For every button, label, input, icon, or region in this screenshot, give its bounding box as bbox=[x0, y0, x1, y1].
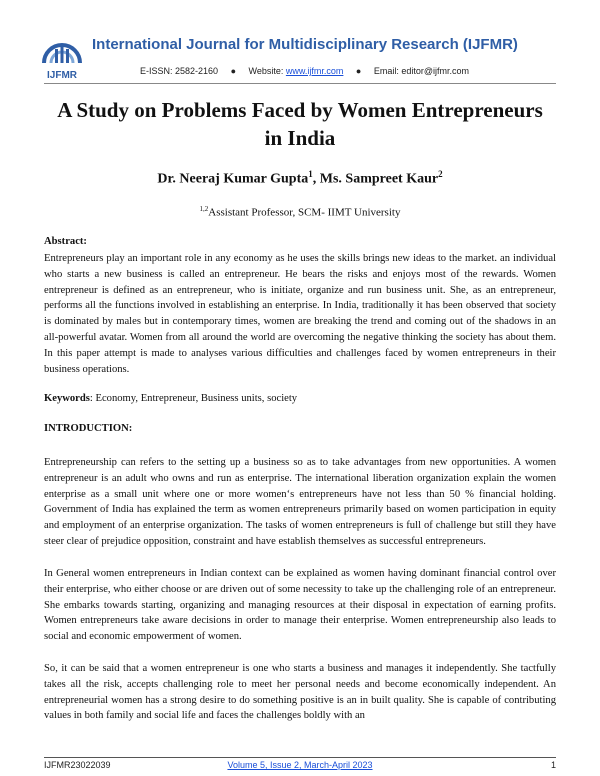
journal-header bbox=[0, 0, 600, 90]
journal-title: International Journal for Multidisciplinary Research (IJFMR) bbox=[92, 36, 518, 53]
abstract-text: Entrepreneurs play an important role in any economy as he uses the skills brings new ideas to the market. an individual who starts a new business is called an entrepreneur. He bears the risks and enjoys most of the rewards. Women entrepreneur is defined as an entrepreneur, who is initiate, organize and run business unit. She, as an entrepreneur, performs all the functions involved in establishing an enterprise. In India, traditionally it has been observed that society is dominated by males but in contemporary times, women are breaking the trend and coming out of the shadows in an all-powerful avatar. Women from all around the world are overcoming the negative thinking the society has about them. In this paper attempt is made to analyses various difficulties and challenges faced by women entrepreneurs in their business operations. bbox=[44, 253, 556, 375]
keywords: Keywords: Economy, Entrepreneur, Business units, society bbox=[44, 393, 298, 404]
paper-authors: Dr. Neeraj Kumar Gupta$^1$, Ms. Sampreet Kaur$^2$ bbox=[157, 169, 443, 187]
intro-paragraph-2: In General women entrepreneurs in Indian context can be explained as women having dominant financial control over their enterprise, who either choose or are driven out of some necessity to take up the challenging role of an entrepreneur. She embarks towards starting, organizing and managing resources at their disposal in expectation of earning profits. Women entrepreneurs take aware decisions in order to manage their enterprise. Women entrepreneurship also leads to social and economic empowerment of women. bbox=[44, 568, 556, 643]
abstract-heading: Abstract: bbox=[44, 236, 87, 247]
journal-meta: E-ISSN: 2582-2160 ● Website: www.ijfmr.com ● Email: editor@ijfmr.com bbox=[140, 66, 470, 76]
paper-title: A Study on Problems Faced by Women Entrepreneurs in India bbox=[57, 98, 543, 150]
footer-divider bbox=[44, 757, 556, 758]
svg-text:IJFMR: IJFMR bbox=[47, 70, 77, 81]
eissn: E-ISSN: 2582-2160 bbox=[140, 66, 219, 76]
page-footer bbox=[44, 760, 556, 774]
paper-id: IJFMR23022039 bbox=[44, 760, 111, 770]
journal-logo bbox=[40, 27, 84, 83]
intro-paragraph-1: Entrepreneurship can refers to the setting up a business so as to take advantages from new opportunities. A women entrepreneur is an adult who owns and run as enterprise. The international liberation organization explain the women enterprise as a small unit where one or more women‘s entrepreneurs have not less than 50 % financial holding. Government of India has explained the term as women entrepreneurs primarily based on women participation in equity and employment of an enterprise organization. The tasks of women entrepreneurs is full of challenge but still they have steer clear of prejudice opposition, constraint and have establish themselves as successful entrepreneurs. bbox=[44, 457, 556, 547]
introduction-heading: INTRODUCTION: bbox=[44, 423, 133, 434]
header-divider bbox=[44, 83, 556, 84]
affiliation: $^{1,2}$Assistant Professor, SCM- IIMT University bbox=[199, 205, 401, 219]
email: Email: editor@ijfmr.com bbox=[373, 66, 470, 76]
website-link[interactable]: www.ijfmr.com bbox=[285, 66, 344, 76]
volume-info: Volume 5, Issue 2, March-April 2023 bbox=[227, 760, 373, 770]
page-number: 1 bbox=[550, 760, 556, 770]
intro-paragraph-3: So, it can be said that a women entrepreneur is one who starts a business and manages it independently. She tactfully takes all the risk, accepts challenging role to meet her personal needs and become economically independent. An entrepreneurial women has a strong desire to do something positive is an in built quality. She is capable of contributing values in both family and social life and faces the challenges boldly with an bbox=[44, 663, 556, 722]
